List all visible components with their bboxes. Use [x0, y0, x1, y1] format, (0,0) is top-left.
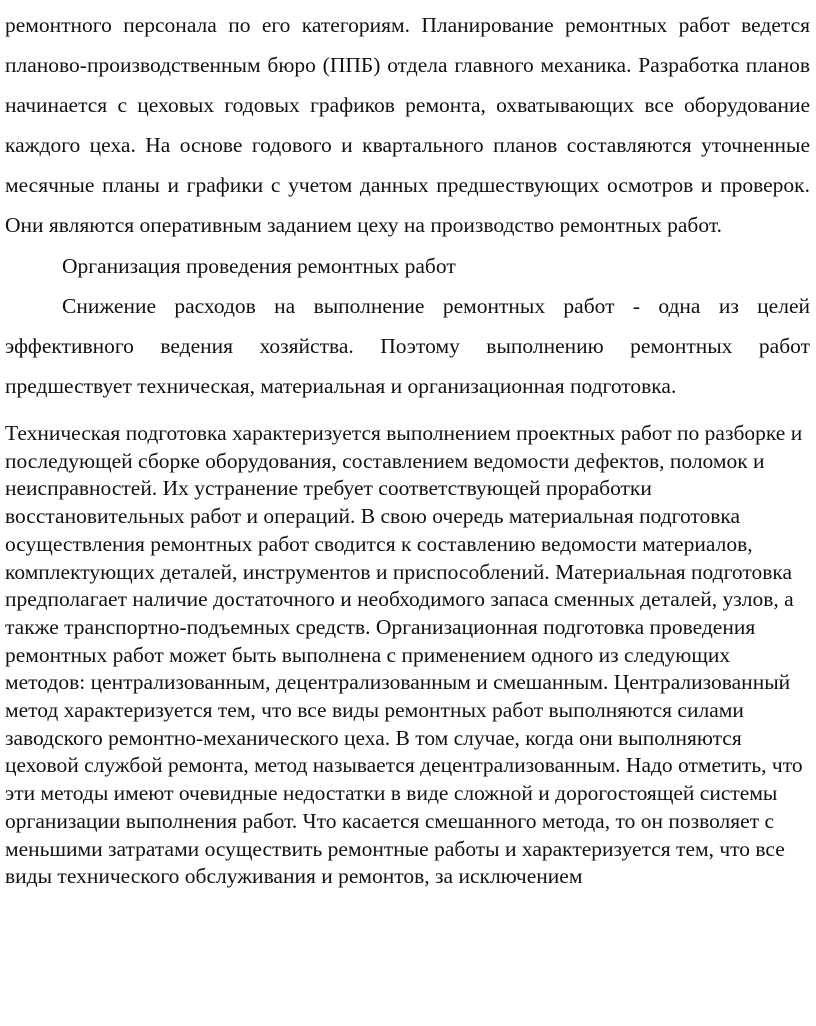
paragraph-repair-planning: ремонтного персонала по его категориям. Планирование ремонтных работ ведется планово-производственным бюро (ППБ) отдела главного механика. Разработка планов начинается с цеховых годовых графиков ремонта, охватывающих все оборудование каждого цеха. На основе годового и квартального планов составляются уточненные месячные планы и графики с учетом данных предшествующих осмотров и проверок. Они являются оперативным заданием цеху на производство ремонтных работ. [5, 13, 810, 237]
section-heading: Организация проведения ремонтных работ [62, 254, 456, 278]
paragraph-cost-reduction: Снижение расходов на выполнение ремонтных работ - одна из целей эффективного ведения хозяйства. Поэтому выполнению ремонтных работ предшествует техническая, материальная и организационная подготовка. [5, 294, 810, 398]
paragraph-preparation-methods: Техническая подготовка характеризуется выполнением проектных работ по разборке и последующей сборке оборудования, составлением ведомости дефектов, поломок и неисправностей. Их устранение требует соответствующей проработки восстановительных работ и операций. В свою очередь материальная подготовка осуществления ремонтных работ сводится к составлению ведомости материалов, комплектующих деталей, инструментов и приспособлений. Материальная подготовка предполагает наличие достаточного и необходимого запаса сменных деталей, узлов, а также транспортно-подъемных средств. Организационная подготовка проведения ремонтных работ может быть выполнена с применением одного из следующих методов: централизованным, децентрализованным и смешанным. Централизованный метод характеризуется тем, что все виды ремонтных работ выполняются силами заводского ремонтно-механического цеха. В том случае, когда они выполняются цеховой службой ремонта, метод называется децентрализованным. Надо отметить, что эти методы имеют очевидные недостатки в виде сложной и дорогостоящей системы организации выполнения работ. Что касается смешанного метода, то он позволяет с меньшими затратами осуществить ремонтные работы и характеризуется тем, что все виды технического обслуживания и ремонтов, за исключением [5, 421, 803, 889]
